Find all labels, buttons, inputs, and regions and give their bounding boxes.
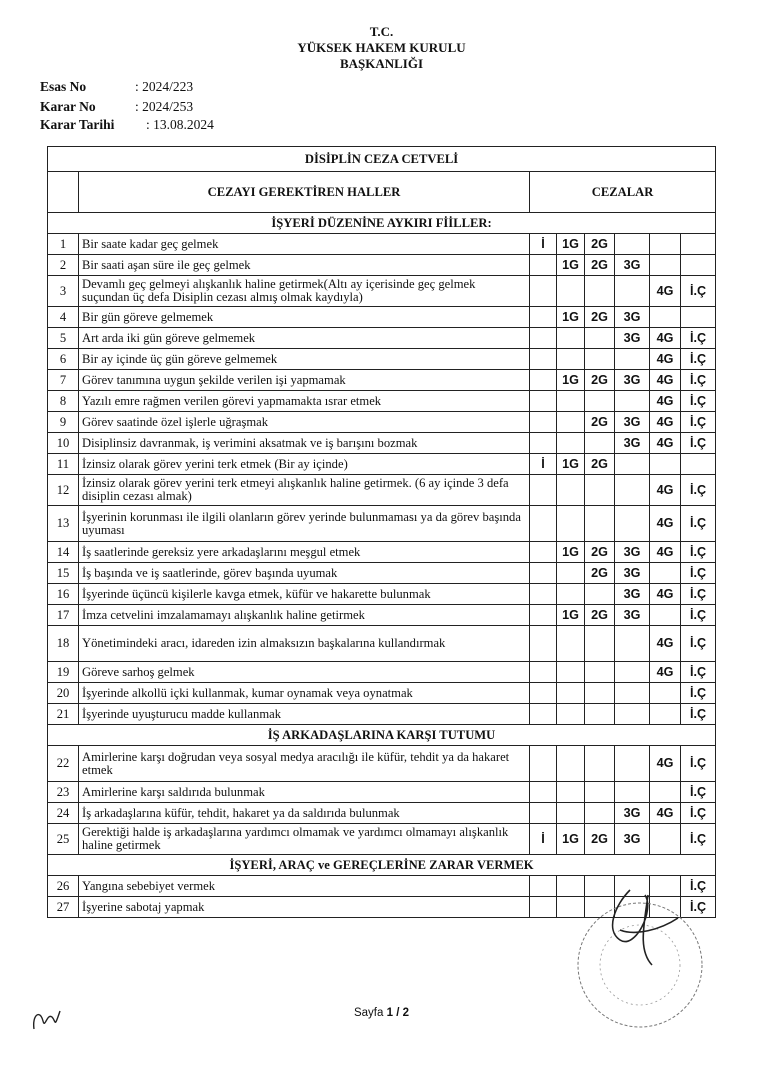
row-description: Art arda iki gün göreve gelmemek <box>79 328 530 349</box>
penalty-cell <box>530 704 557 725</box>
penalty-cell <box>557 662 585 683</box>
row-number: 19 <box>48 662 79 683</box>
penalty-cell: İ.Ç <box>681 563 716 584</box>
row-number: 12 <box>48 475 79 506</box>
row-number: 5 <box>48 328 79 349</box>
row-number: 16 <box>48 584 79 605</box>
penalty-cell: 1G <box>557 824 585 855</box>
penalty-cell <box>681 255 716 276</box>
penalty-cell <box>585 584 615 605</box>
penalty-cell: 3G <box>615 328 650 349</box>
penalty-cell <box>530 662 557 683</box>
penalty-cell: İ.Ç <box>681 391 716 412</box>
row-description: İşyerinde uyuşturucu madde kullanmak <box>79 704 530 725</box>
row-number: 3 <box>48 276 79 307</box>
penalty-cell <box>585 683 615 704</box>
penalty-cell: 4G <box>650 391 681 412</box>
row-number: 8 <box>48 391 79 412</box>
row-description: İşyerinde üçüncü kişilerle kavga etmek, küfür ve hakarette bulunmak <box>79 584 530 605</box>
penalty-cell <box>530 255 557 276</box>
header-spacer <box>48 172 79 213</box>
penalty-cell <box>585 328 615 349</box>
table-row <box>48 542 716 563</box>
penalty-cell <box>530 683 557 704</box>
penalty-cell: 1G <box>557 542 585 563</box>
penalty-cell <box>530 276 557 307</box>
esas-no-value: : 2024/223 <box>135 79 194 94</box>
penalty-cell <box>615 349 650 370</box>
penalty-cell: 2G <box>585 605 615 626</box>
penalty-cell <box>615 276 650 307</box>
table-row <box>48 803 716 824</box>
penalty-cell <box>557 506 585 542</box>
row-description: Yangına sebebiyet vermek <box>79 876 530 897</box>
penalty-cell: 4G <box>650 746 681 782</box>
penalty-cell: 4G <box>650 662 681 683</box>
penalty-cell: 4G <box>650 475 681 506</box>
row-description: Görev tanımına uygun şekilde verilen işi yapmamak <box>79 370 530 391</box>
penalty-cell <box>650 234 681 255</box>
penalty-cell: 4G <box>650 584 681 605</box>
penalty-cell <box>650 605 681 626</box>
penalty-cell: İ.Ç <box>681 662 716 683</box>
penalty-cell <box>585 803 615 824</box>
penalty-cell: 2G <box>585 370 615 391</box>
karar-tarihi-label: Karar Tarihi <box>40 117 115 132</box>
penalty-cell <box>585 626 615 662</box>
row-description: Göreve sarhoş gelmek <box>79 662 530 683</box>
section-title: İŞYERİ DÜZENİNE AYKIRI FİİLLER: <box>48 213 716 234</box>
penalty-cell: 4G <box>650 349 681 370</box>
penalty-cell <box>650 782 681 803</box>
penalty-cell <box>650 704 681 725</box>
penalty-cell: İ.Ç <box>681 542 716 563</box>
table-row <box>48 234 716 255</box>
row-number: 24 <box>48 803 79 824</box>
penalty-cell <box>530 349 557 370</box>
penalty-cell: 2G <box>585 234 615 255</box>
penalty-cell: 4G <box>650 542 681 563</box>
penalty-cell <box>530 897 557 918</box>
penalty-cell: 1G <box>557 255 585 276</box>
penalty-cell: 4G <box>650 433 681 454</box>
penalty-cell <box>585 276 615 307</box>
penalty-cell: 3G <box>615 307 650 328</box>
penalty-cell <box>615 475 650 506</box>
penalty-cell: İ.Ç <box>681 803 716 824</box>
penalty-cell <box>557 563 585 584</box>
penalty-cell <box>530 542 557 563</box>
section-title: İŞ ARKADAŞLARINA KARŞI TUTUMU <box>48 725 716 746</box>
penalty-cell: 3G <box>615 563 650 584</box>
penalty-cell: 4G <box>650 276 681 307</box>
page-total: 2 <box>402 1007 409 1019</box>
penalty-cell: 4G <box>650 370 681 391</box>
penalty-cell: 4G <box>650 412 681 433</box>
row-description: İzinsiz olarak görev yerini terk etmeyi alışkanlık haline getirmek. (6 ay içinde 3 defa disiplin cezası almak) <box>79 475 530 506</box>
row-number: 27 <box>48 897 79 918</box>
penalty-cell <box>530 746 557 782</box>
header-department: BAŞKANLIĞI <box>339 56 424 71</box>
penalty-cell <box>585 433 615 454</box>
penalty-cell <box>530 782 557 803</box>
row-description: İşyerinde alkollü içki kullanmak, kumar oynamak veya oynatmak <box>79 683 530 704</box>
penalty-cell: İ.Ç <box>681 746 716 782</box>
penalty-cell: İ <box>530 234 557 255</box>
penalty-cell: İ.Ç <box>681 704 716 725</box>
row-description: İmza cetvelini imzalamamayı alışkanlık haline getirmek <box>79 605 530 626</box>
row-description: İş arkadaşlarına küfür, tehdit, hakaret ya da saldırıda bulunmak <box>79 803 530 824</box>
row-number: 11 <box>48 454 79 475</box>
row-description: Yazılı emre rağmen verilen görevi yapmamakta ısrar etmek <box>79 391 530 412</box>
penalty-cell <box>530 803 557 824</box>
table-row <box>48 276 716 307</box>
penalty-cell <box>530 563 557 584</box>
penalty-cell <box>585 704 615 725</box>
row-description: Yönetimindeki aracı, idareden izin almaksızın başkalarına kullandırmak <box>79 626 530 662</box>
penalty-cell <box>615 704 650 725</box>
penalty-cell <box>615 683 650 704</box>
table-row <box>48 824 716 855</box>
row-number: 22 <box>48 746 79 782</box>
penalty-cell: 3G <box>615 412 650 433</box>
row-description: İşyerine sabotaj yapmak <box>79 897 530 918</box>
penalty-cell: İ.Ç <box>681 626 716 662</box>
table-row <box>48 662 716 683</box>
row-number: 15 <box>48 563 79 584</box>
table-row <box>48 605 716 626</box>
penalty-cell <box>557 391 585 412</box>
table-row <box>48 782 716 803</box>
penalty-cell <box>557 584 585 605</box>
penalty-cell <box>530 626 557 662</box>
table-row <box>48 349 716 370</box>
row-description: Amirlerine karşı saldırıda bulunmak <box>79 782 530 803</box>
penalty-cell <box>530 584 557 605</box>
row-number: 1 <box>48 234 79 255</box>
penalty-cell: 2G <box>585 542 615 563</box>
penalty-cell: 4G <box>650 803 681 824</box>
karar-no-label: Karar No <box>40 99 96 114</box>
page-number: 1 <box>386 1007 393 1019</box>
penalty-cell <box>650 255 681 276</box>
row-number: 10 <box>48 433 79 454</box>
penalty-cell: 2G <box>585 412 615 433</box>
row-description: Gerektiği halde iş arkadaşlarına yardımcı olmamak ve yardımcı olmamayı alışkanlık haline getirmek <box>79 824 530 855</box>
table-row <box>48 626 716 662</box>
penalty-cell: İ <box>530 824 557 855</box>
row-number: 25 <box>48 824 79 855</box>
esas-no-label: Esas No <box>40 79 87 94</box>
penalty-cell: İ.Ç <box>681 824 716 855</box>
table-row <box>48 475 716 506</box>
row-description: Görev saatinde özel işlerle uğraşmak <box>79 412 530 433</box>
penalty-cell: İ.Ç <box>681 506 716 542</box>
penalty-cell <box>557 704 585 725</box>
row-description: İşyerinin korunması ile ilgili olanların görev yerinde bulunmaması ya da görev başında uyuması <box>79 506 530 542</box>
penalty-cell <box>530 307 557 328</box>
table-row <box>48 391 716 412</box>
penalty-cell: 2G <box>585 824 615 855</box>
column-header-penalties: CEZALAR <box>530 172 716 213</box>
penalty-cell: İ.Ç <box>681 370 716 391</box>
penalty-cell: İ <box>530 454 557 475</box>
penalty-cell <box>650 307 681 328</box>
penalty-cell: 3G <box>615 433 650 454</box>
penalty-cell <box>557 412 585 433</box>
table-row <box>48 584 716 605</box>
row-description: Disiplinsiz davranmak, iş verimini aksatmak ve iş barışını bozmak <box>79 433 530 454</box>
penalty-cell <box>557 433 585 454</box>
penalty-cell <box>557 328 585 349</box>
penalty-cell <box>530 506 557 542</box>
penalty-cell <box>530 433 557 454</box>
penalty-cell: 2G <box>585 563 615 584</box>
row-number: 7 <box>48 370 79 391</box>
penalty-cell: 1G <box>557 605 585 626</box>
penalty-cell: İ.Ç <box>681 605 716 626</box>
penalty-cell <box>615 506 650 542</box>
penalty-cell: 1G <box>557 454 585 475</box>
penalty-cell: İ.Ç <box>681 349 716 370</box>
row-description: Bir gün göreve gelmemek <box>79 307 530 328</box>
penalty-cell: 4G <box>650 328 681 349</box>
penalty-cell <box>557 349 585 370</box>
header-tc: T.C. <box>369 24 394 39</box>
penalty-cell: 2G <box>585 255 615 276</box>
row-number: 4 <box>48 307 79 328</box>
penalty-cell <box>585 782 615 803</box>
row-description: Bir saate kadar geç gelmek <box>79 234 530 255</box>
section-title: İŞYERİ, ARAÇ ve GEREÇLERİNE ZARAR VERMEK <box>48 855 716 876</box>
penalty-cell: İ.Ç <box>681 683 716 704</box>
penalty-cell <box>615 746 650 782</box>
row-number: 20 <box>48 683 79 704</box>
row-description: Amirlerine karşı doğrudan veya sosyal medya aracılığı ile küfür, tehdit ya da hakaret etmek <box>79 746 530 782</box>
karar-tarihi-value: : 13.08.2024 <box>146 117 214 132</box>
karar-no-value: : 2024/253 <box>135 99 194 114</box>
penalty-cell <box>681 234 716 255</box>
penalty-cell <box>681 454 716 475</box>
page-footer <box>0 1007 763 1019</box>
penalty-cell: 3G <box>615 370 650 391</box>
table-row <box>48 328 716 349</box>
penalty-cell <box>530 328 557 349</box>
row-description: Bir ay içinde üç gün göreve gelmemek <box>79 349 530 370</box>
table-row <box>48 370 716 391</box>
penalty-cell <box>530 412 557 433</box>
penalty-cell <box>557 803 585 824</box>
row-description: Devamlı geç gelmeyi alışkanlık haline getirmek(Altı ay içerisinde geç gelmek suçundan üç defa Disiplin cezası almış olmak kaydıyla) <box>79 276 530 307</box>
penalty-cell <box>585 662 615 683</box>
table-row <box>48 683 716 704</box>
row-description: İzinsiz olarak görev yerini terk etmek (Bir ay içinde) <box>79 454 530 475</box>
penalty-cell <box>530 370 557 391</box>
penalty-cell <box>557 683 585 704</box>
penalty-cell <box>585 349 615 370</box>
page-separator: / <box>393 1007 403 1019</box>
row-description: Bir saati aşan süre ile geç gelmek <box>79 255 530 276</box>
row-number: 6 <box>48 349 79 370</box>
row-number: 2 <box>48 255 79 276</box>
penalty-cell <box>557 475 585 506</box>
table-row <box>48 704 716 725</box>
table-row <box>48 506 716 542</box>
penalty-cell: 2G <box>585 454 615 475</box>
table-row <box>48 563 716 584</box>
penalty-cell: İ.Ç <box>681 782 716 803</box>
penalty-cell: İ.Ç <box>681 584 716 605</box>
page-label: Sayfa <box>353 1007 387 1019</box>
penalty-cell <box>681 307 716 328</box>
row-description: İş saatlerinde gereksiz yere arkadaşlarını meşgul etmek <box>79 542 530 563</box>
table-row <box>48 454 716 475</box>
penalty-cell <box>557 626 585 662</box>
row-number: 26 <box>48 876 79 897</box>
penalty-cell <box>615 454 650 475</box>
penalty-cell: 3G <box>615 255 650 276</box>
penalty-cell <box>585 746 615 782</box>
penalty-cell <box>530 475 557 506</box>
penalty-cell: 4G <box>650 506 681 542</box>
row-number: 13 <box>48 506 79 542</box>
penalty-cell <box>557 746 585 782</box>
penalty-cell <box>585 391 615 412</box>
penalty-cell <box>615 391 650 412</box>
penalty-cell <box>585 506 615 542</box>
penalty-cell: 1G <box>557 307 585 328</box>
penalty-cell <box>650 454 681 475</box>
table-row <box>48 433 716 454</box>
row-number: 14 <box>48 542 79 563</box>
penalty-cell <box>530 876 557 897</box>
penalty-cell: 3G <box>615 824 650 855</box>
penalty-cell: İ.Ç <box>681 433 716 454</box>
penalty-cell <box>615 782 650 803</box>
penalty-cell <box>530 605 557 626</box>
penalty-cell <box>557 276 585 307</box>
penalty-cell: 1G <box>557 234 585 255</box>
row-number: 17 <box>48 605 79 626</box>
row-description: İş başında ve iş saatlerinde, görev başında uyumak <box>79 563 530 584</box>
row-number: 18 <box>48 626 79 662</box>
penalty-cell: 3G <box>615 605 650 626</box>
penalty-cell <box>615 234 650 255</box>
penalty-cell: İ.Ç <box>681 328 716 349</box>
penalty-cell: İ.Ç <box>681 475 716 506</box>
penalty-cell <box>650 824 681 855</box>
penalty-cell: İ.Ç <box>681 276 716 307</box>
penalty-cell <box>557 782 585 803</box>
penalty-cell: 1G <box>557 370 585 391</box>
penalty-cell: İ.Ç <box>681 876 716 897</box>
table-row <box>48 412 716 433</box>
penalty-table <box>47 146 716 918</box>
penalty-cell: 4G <box>650 626 681 662</box>
table-row <box>48 746 716 782</box>
penalty-cell <box>615 662 650 683</box>
penalty-cell <box>650 683 681 704</box>
penalty-cell <box>615 626 650 662</box>
table-title: DİSİPLİN CEZA CETVELİ <box>48 147 716 172</box>
penalty-cell: İ.Ç <box>681 412 716 433</box>
row-number: 9 <box>48 412 79 433</box>
penalty-cell <box>650 563 681 584</box>
column-header-cases: CEZAYI GEREKTİREN HALLER <box>79 172 530 213</box>
penalty-cell: 2G <box>585 307 615 328</box>
penalty-cell: 3G <box>615 803 650 824</box>
penalty-cell <box>530 391 557 412</box>
penalty-cell: 3G <box>615 542 650 563</box>
table-row <box>48 255 716 276</box>
penalty-cell: 3G <box>615 584 650 605</box>
penalty-cell <box>585 475 615 506</box>
row-number: 21 <box>48 704 79 725</box>
header-institution: YÜKSEK HAKEM KURULU <box>297 40 466 55</box>
table-row <box>48 307 716 328</box>
row-number: 23 <box>48 782 79 803</box>
penalty-cell: İ.Ç <box>681 897 716 918</box>
